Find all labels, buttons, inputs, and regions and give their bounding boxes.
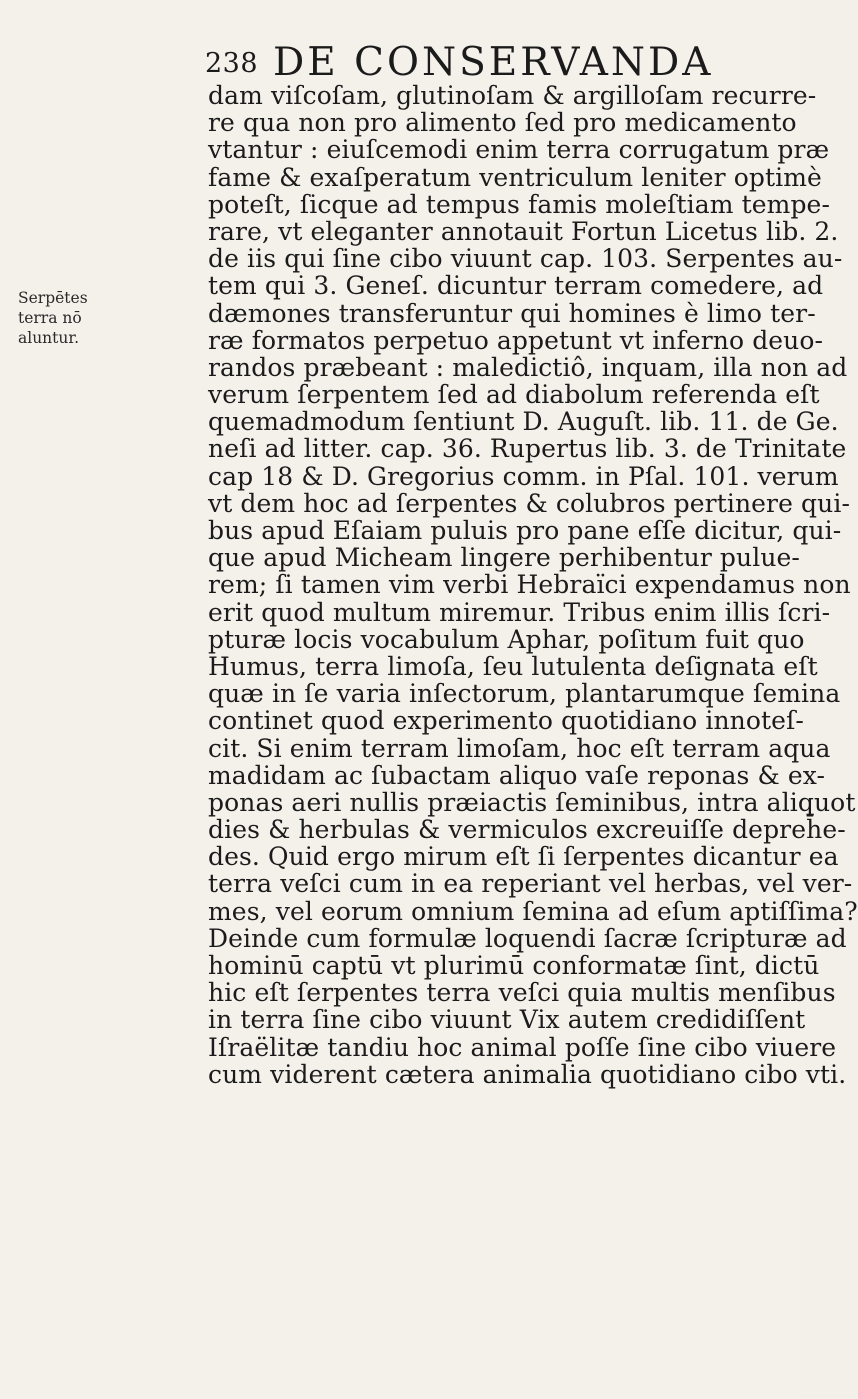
text-line: ponas aeri nullis præiactis ſeminibus, intra aliquot <box>208 787 856 817</box>
text-line: quemadmodum ſentiunt D. Auguſt. lib. 11. de Ge. <box>208 407 839 437</box>
text-line: Iſraëlitæ tandiu hoc animal poſſe ſine cibo viuere <box>208 1032 837 1062</box>
text-line: verum ſerpentem ſed ad diabolum referenda eſt <box>208 380 820 410</box>
text-line: randos præbeant : maledictiô, inquam, illa non ad <box>208 352 848 382</box>
text-line: cit. Si enim terram limoſam, hoc eſt terram aqua <box>208 733 831 763</box>
text-line: pturæ locis vocabulum Aphar, poſitum fuit quo <box>208 624 805 654</box>
text-line: fame & exaſperatum ventriculum leniter optimè <box>208 162 822 192</box>
text-line: poteſt, ſicque ad tempus famis moleſtiam tempe- <box>208 189 830 219</box>
text-line: ræ formatos perpetuo appetunt vt inferno deuo- <box>208 325 824 355</box>
text-line: bus apud Eſaiam puluis pro pane eſſe dicitur, qui- <box>208 516 842 545</box>
text-line: continet quod experimento quotidiano innoteſ- <box>208 706 804 736</box>
body-text <box>208 81 858 1089</box>
text-line: de iis qui ſine cibo viuunt cap. 103. Serpentes au- <box>208 244 843 274</box>
margin-note <box>18 288 100 348</box>
text-line: hominū captū vt plurimū conformatæ ſint, dictū <box>208 951 820 980</box>
text-line: des. Quid ergo mirum eſt ſi ſerpentes dicantur ea <box>208 842 839 872</box>
text-line: tem qui 3. Geneſ. dicuntur terram comedere, ad <box>208 271 824 301</box>
text-line: madidam ac ſubactam aliquo vaſe reponas & ex- <box>208 760 826 790</box>
text-line: terra veſci cum in ea reperiant vel herbas, vel ver- <box>208 869 853 899</box>
text-line: Deinde cum formulæ loquendi ſacræ ſcripturæ ad <box>208 923 847 953</box>
text-line: quæ in ſe varia inſectorum, plantarumque ſemina <box>208 679 841 709</box>
text-line: vtantur : eiuſcemodi enim terra corrugatum præ <box>208 135 830 165</box>
text-line: mes, vel eorum omnium ſemina ad eſum aptiſſima? <box>208 896 858 926</box>
text-line: rem; ſi tamen vim verbi Hebraïci expendamus non <box>208 570 851 600</box>
text-line: in terra ſine cibo viuunt Vix autem credidiſſent <box>208 1005 806 1035</box>
text-line: cap 18 & D. Gregorius comm. in Pſal. 101. verum <box>208 461 839 491</box>
text-line: dam viſcoſam, glutinoſam & argilloſam recurre- <box>208 81 817 110</box>
text-line: neſi ad litter. cap. 36. Rupertus lib. 3. de Trinitate <box>208 434 847 464</box>
margin-note-line: aluntur. <box>18 329 80 347</box>
text-line: cum viderent cætera animalia quotidiano cibo vti. <box>208 1059 847 1089</box>
page-number: 238 <box>205 48 259 79</box>
text-line: erit quod multum miremur. Tribus enim illis ſcri- <box>208 597 831 627</box>
text-line: rare, vt eleganter annotauit Fortun Licetus lib. 2. <box>208 216 839 246</box>
margin-note-line: terra nō <box>18 309 82 327</box>
text-line: Humus, terra limoſa, ſeu lutulenta deſignata eſt <box>208 651 818 681</box>
running-title: DE CONSERVANDA <box>273 40 714 85</box>
text-line: dies & herbulas & vermiculos excreuiſſe depreh̄e- <box>208 815 846 845</box>
margin-note-line: Serpētes <box>18 289 88 307</box>
text-line: que apud Micheam lingere perhibentur pulue- <box>208 543 800 573</box>
text-line: vt dem hoc ad ſerpentes & colubros pertinere qui- <box>208 488 850 518</box>
text-line: hic eſt ſerpentes terra veſci quia multis menſibus <box>208 978 836 1008</box>
text-line: dæmones transferuntur qui homines è limo ter- <box>208 298 816 328</box>
text-line: re qua non pro alimento ſed pro medicamento <box>208 108 797 138</box>
